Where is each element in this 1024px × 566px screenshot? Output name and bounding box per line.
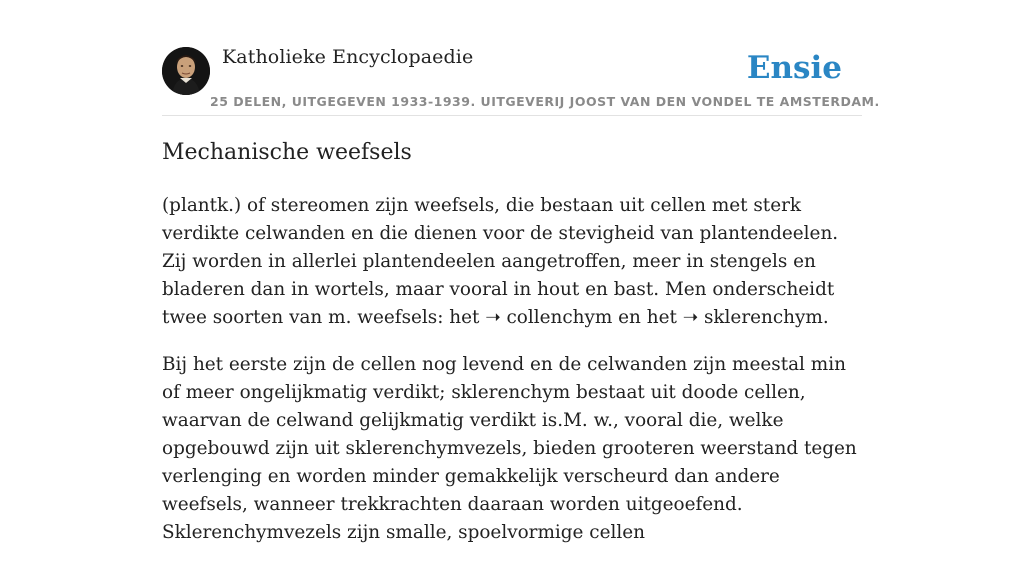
- header-divider: [162, 115, 862, 116]
- ensie-logo[interactable]: Ensie: [746, 50, 842, 86]
- paragraph-1-text-b: en het: [612, 307, 683, 328]
- paragraph-1-text-c: .: [822, 307, 829, 328]
- collenchym-link[interactable]: ➝ collenchym: [485, 307, 613, 328]
- paragraph-1-text-a: (plantk.) of stereomen zijn weefsels, die bestaan uit cellen met sterk verdikte celwanden en die dienen voor de stevigheid van plantendeelen. Zij worden in allerlei plantendeelen aangetroffen, meer in stengels en bladeren dan in wortels, maar vooral in hout en bast. Men onderscheidt twee soorten van m. weefsels: het: [162, 195, 839, 328]
- entry-title: Mechanische weefsels: [162, 140, 412, 165]
- site-subtitle: 25 DELEN, UITGEGEVEN 1933-1939. UITGEVERIJ JOOST VAN DEN VONDEL TE AMSTERDAM.: [210, 94, 880, 109]
- article-body: [162, 192, 864, 566]
- sklerenchym-link[interactable]: ➝ sklerenchym: [682, 307, 823, 328]
- portrait-avatar-icon[interactable]: [162, 47, 210, 95]
- paragraph-2: Bij het eerste zijn de cellen nog levend en de celwanden zijn meestal min of meer ongelijkmatig verdikt; sklerenchym bestaat uit doode cellen, waarvan de celwand gelijkmatig verdikt is.M. w., vooral die, welke opgebouwd zijn uit sklerenchymvezels, bieden grooteren weerstand tegen verlenging en worden minder gemakkelijk verscheurd dan andere weefsels, wanneer trekkrachten daaraan worden uitgeoefend. Sklerenchymvezels zijn smalle, spoelvormige cellen: [162, 354, 857, 543]
- site-title[interactable]: Katholieke Encyclopaedie: [222, 46, 474, 68]
- paragraph-1: [162, 192, 864, 332]
